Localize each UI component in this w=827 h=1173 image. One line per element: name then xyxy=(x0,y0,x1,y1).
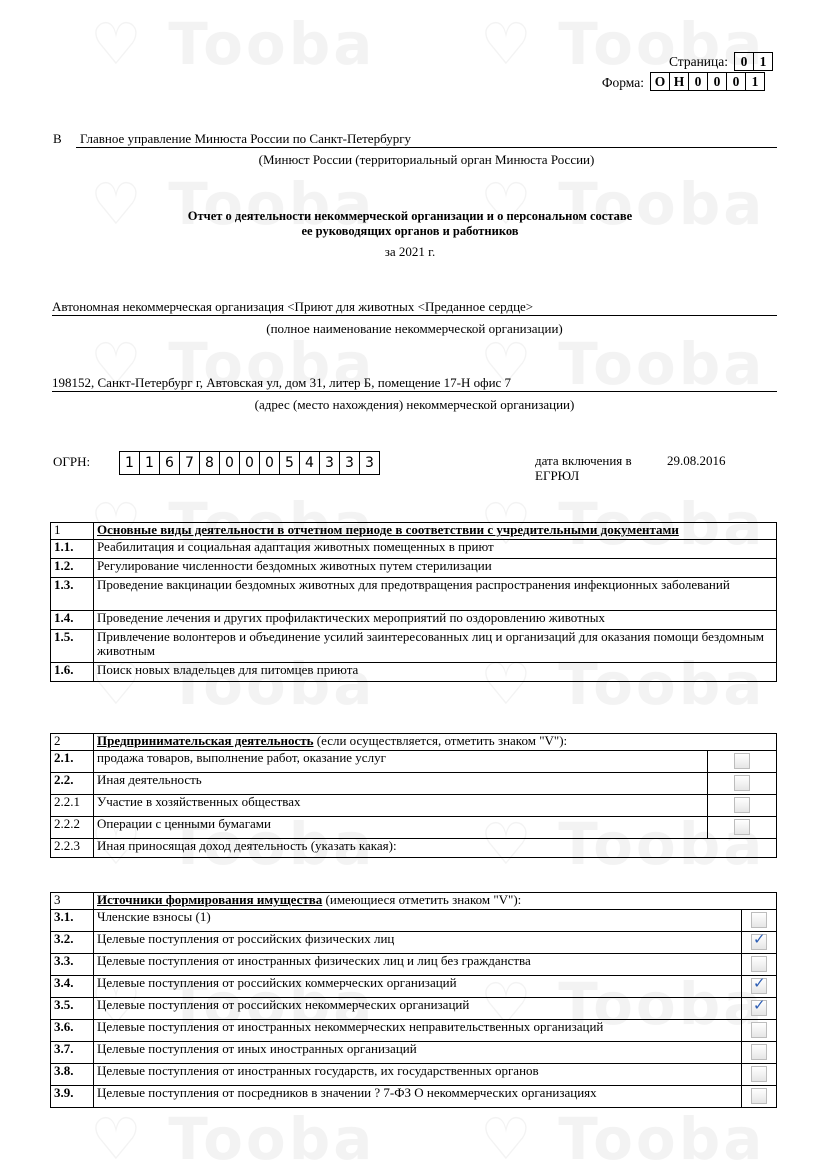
recipient-prefix: В xyxy=(53,131,62,146)
checkbox[interactable] xyxy=(751,1022,767,1038)
section3-header-row xyxy=(51,893,777,910)
row-num: 3.4. xyxy=(51,976,94,998)
row-checkbox-cell xyxy=(742,1042,777,1064)
row-text: продажа товаров, выполнение работ, оказание услуг xyxy=(94,751,708,773)
section2-num: 2 xyxy=(51,734,94,751)
table-row xyxy=(51,540,777,559)
checkbox[interactable] xyxy=(751,956,767,972)
row-text: Целевые поступления от российских коммерческих организаций xyxy=(94,976,742,998)
row-checkbox-cell xyxy=(708,773,777,795)
report-title-line1: Отчет о деятельности некоммерческой организации и о персональном составе xyxy=(187,209,633,223)
table-row xyxy=(51,1086,777,1108)
section1-header-row xyxy=(51,523,777,540)
checkbox[interactable] xyxy=(751,912,767,928)
form-char: О xyxy=(650,72,670,91)
row-checkbox-cell xyxy=(742,1020,777,1042)
org-name-field xyxy=(52,299,777,316)
table-row xyxy=(51,663,777,682)
row-text: Целевые поступления от иностранных государств, их государственных органов xyxy=(94,1064,742,1086)
section1-title: Основные виды деятельности в отчетном периоде в соответствии с учредительными документами xyxy=(94,523,777,540)
checkbox[interactable] xyxy=(751,1066,767,1082)
row-num: 3.2. xyxy=(51,932,94,954)
row-num: 3.5. xyxy=(51,998,94,1020)
ogrn-digit: 6 xyxy=(159,451,180,475)
ogrn-digit: 3 xyxy=(319,451,340,475)
form-code-cells xyxy=(651,72,765,91)
ogrn-label: ОГРН: xyxy=(53,454,91,469)
egrul-label-line2: ЕГРЮЛ xyxy=(535,468,580,483)
row-checkbox-cell xyxy=(742,1064,777,1086)
section1-num: 1 xyxy=(51,523,94,540)
row-checkbox-cell xyxy=(742,932,777,954)
section1-table xyxy=(50,522,777,682)
row-num: 2.2.1 xyxy=(51,795,94,817)
egrul-label-line1: дата включения в xyxy=(535,453,632,468)
row-text: Проведение лечения и других профилактических мероприятий по оздоровлению животных xyxy=(94,611,777,630)
org-address-caption: (адрес (место нахождения) некоммерческой организации) xyxy=(254,397,575,412)
form-char: 0 xyxy=(707,72,727,91)
row-num: 2.2.2 xyxy=(51,817,94,839)
row-num: 2.1. xyxy=(51,751,94,773)
org-address: 198152, Санкт-Петербург г, Автовская ул, дом 31, литер Б, помещение 17-Н офис 7 xyxy=(52,375,512,390)
table-row xyxy=(51,1064,777,1086)
checkbox[interactable] xyxy=(751,978,767,994)
row-text: Целевые поступления от российских некоммерческих организаций xyxy=(94,998,742,1020)
table-row xyxy=(51,954,777,976)
ogrn-digit: 5 xyxy=(279,451,300,475)
row-num: 1.5. xyxy=(51,630,94,663)
report-title-line2: ее руководящих органов и работников xyxy=(301,224,519,238)
page-number-cells xyxy=(735,52,773,71)
org-name-caption: (полное наименование некоммерческой организации) xyxy=(266,321,563,336)
row-text: Участие в хозяйственных обществах xyxy=(94,795,708,817)
row-text: Целевые поступления от посредников в значении ? 7-ФЗ О некоммерческих организациях xyxy=(94,1086,742,1108)
checkbox[interactable] xyxy=(734,753,750,769)
checkbox[interactable] xyxy=(734,775,750,791)
ogrn-digit: 0 xyxy=(259,451,280,475)
report-year: за 2021 г. xyxy=(384,244,436,259)
checkbox[interactable] xyxy=(734,819,750,835)
form-char: Н xyxy=(669,72,689,91)
row-num: 1.2. xyxy=(51,559,94,578)
table-row xyxy=(51,817,777,839)
row-checkbox-cell xyxy=(742,910,777,932)
section2-table xyxy=(50,733,777,858)
row-text: Целевые поступления от российских физических лиц xyxy=(94,932,742,954)
checkbox[interactable] xyxy=(734,797,750,813)
row-checkbox-cell xyxy=(742,954,777,976)
row-text: Поиск новых владельцев для питомцев приюта xyxy=(94,663,777,682)
egrul-date: 29.08.2016 xyxy=(667,453,726,468)
page-digit: 0 xyxy=(734,52,754,71)
row-checkbox-cell xyxy=(708,795,777,817)
row-num: 3.6. xyxy=(51,1020,94,1042)
table-row xyxy=(51,932,777,954)
section2-header-row xyxy=(51,734,777,751)
recipient-field xyxy=(76,131,777,148)
watermark xyxy=(90,1105,375,1173)
row-num: 3.3. xyxy=(51,954,94,976)
table-row xyxy=(51,578,777,611)
row-text: Реабилитация и социальная адаптация животных помещенных в приют xyxy=(94,540,777,559)
ogrn-digit: 0 xyxy=(239,451,260,475)
row-num: 3.9. xyxy=(51,1086,94,1108)
table-row xyxy=(51,751,777,773)
row-num: 3.7. xyxy=(51,1042,94,1064)
row-checkbox-cell xyxy=(742,976,777,998)
watermark xyxy=(90,10,375,78)
table-row xyxy=(51,559,777,578)
row-text: Целевые поступления от иностранных физических лиц и лиц без гражданства xyxy=(94,954,742,976)
page-digit: 1 xyxy=(753,52,773,71)
ogrn-digit: 3 xyxy=(339,451,360,475)
form-char: 0 xyxy=(726,72,746,91)
row-num: 3.1. xyxy=(51,910,94,932)
org-address-field xyxy=(52,375,777,392)
ogrn-digit: 1 xyxy=(139,451,160,475)
row-text: Иная деятельность xyxy=(94,773,708,795)
row-text: Привлечение волонтеров и объединение усилий заинтересованных лиц и организаций для оказания помощи бездомным животным xyxy=(94,630,777,663)
table-row xyxy=(51,1042,777,1064)
table-row xyxy=(51,910,777,932)
recipient-caption: (Минюст России (территориальный орган Минюста России) xyxy=(258,152,595,167)
checkbox[interactable] xyxy=(751,934,767,950)
section3-title: Источники формирования имущества (имеющиеся отметить знаком "V"): xyxy=(94,893,777,910)
row-text: Целевые поступления от иных иностранных организаций xyxy=(94,1042,742,1064)
row-text: Целевые поступления от иностранных некоммерческих неправительственных организаций xyxy=(94,1020,742,1042)
section2-title: Предпринимательская деятельность (если осуществляется, отметить знаком "V"): xyxy=(94,734,777,751)
row-num: 1.4. xyxy=(51,611,94,630)
checkbox[interactable] xyxy=(751,1000,767,1016)
row-checkbox-cell xyxy=(742,998,777,1020)
table-row xyxy=(51,795,777,817)
table-row xyxy=(51,611,777,630)
table-row xyxy=(51,1020,777,1042)
row-checkbox-cell xyxy=(708,817,777,839)
org-name: Автономная некоммерческая организация <Приют для животных <Преданное сердце> xyxy=(52,299,534,314)
table-row xyxy=(51,773,777,795)
ogrn-digit: 8 xyxy=(199,451,220,475)
row-text: Проведение вакцинации бездомных животных для предотвращения распространения инфекционных заболеваний xyxy=(94,578,777,611)
ogrn-digit: 7 xyxy=(179,451,200,475)
form-char: 0 xyxy=(688,72,708,91)
row-num: 3.8. xyxy=(51,1064,94,1086)
row-num: 1.3. xyxy=(51,578,94,611)
row-num: 2.2.3 xyxy=(51,839,94,858)
table-row xyxy=(51,976,777,998)
row-text: Операции с ценными бумагами xyxy=(94,817,708,839)
page-label: Страница: xyxy=(668,54,728,69)
ogrn-digit: 0 xyxy=(219,451,240,475)
section3-table xyxy=(50,892,777,1108)
recipient-name: Главное управление Минюста России по Санкт-Петербургу xyxy=(80,131,412,146)
form-char: 1 xyxy=(745,72,765,91)
section3-num: 3 xyxy=(51,893,94,910)
row-checkbox-cell xyxy=(708,751,777,773)
ogrn-cells xyxy=(120,451,380,475)
row-text: Регулирование численности бездомных животных путем стерилизации xyxy=(94,559,777,578)
row-num: 1.6. xyxy=(51,663,94,682)
row-text: Иная приносящая доход деятельность (указать какая): xyxy=(94,839,777,858)
checkbox[interactable] xyxy=(751,1088,767,1104)
row-num: 1.1. xyxy=(51,540,94,559)
watermark xyxy=(480,1105,765,1173)
ogrn-digit: 3 xyxy=(359,451,380,475)
row-text: Членские взносы (1) xyxy=(94,910,742,932)
checkbox[interactable] xyxy=(751,1044,767,1060)
form-label: Форма: xyxy=(601,75,644,90)
ogrn-digit: 4 xyxy=(299,451,320,475)
row-num: 2.2. xyxy=(51,773,94,795)
table-row xyxy=(51,630,777,663)
table-row xyxy=(51,839,777,858)
egrul-label xyxy=(535,453,632,483)
table-row xyxy=(51,998,777,1020)
row-checkbox-cell xyxy=(742,1086,777,1108)
ogrn-digit: 1 xyxy=(119,451,140,475)
